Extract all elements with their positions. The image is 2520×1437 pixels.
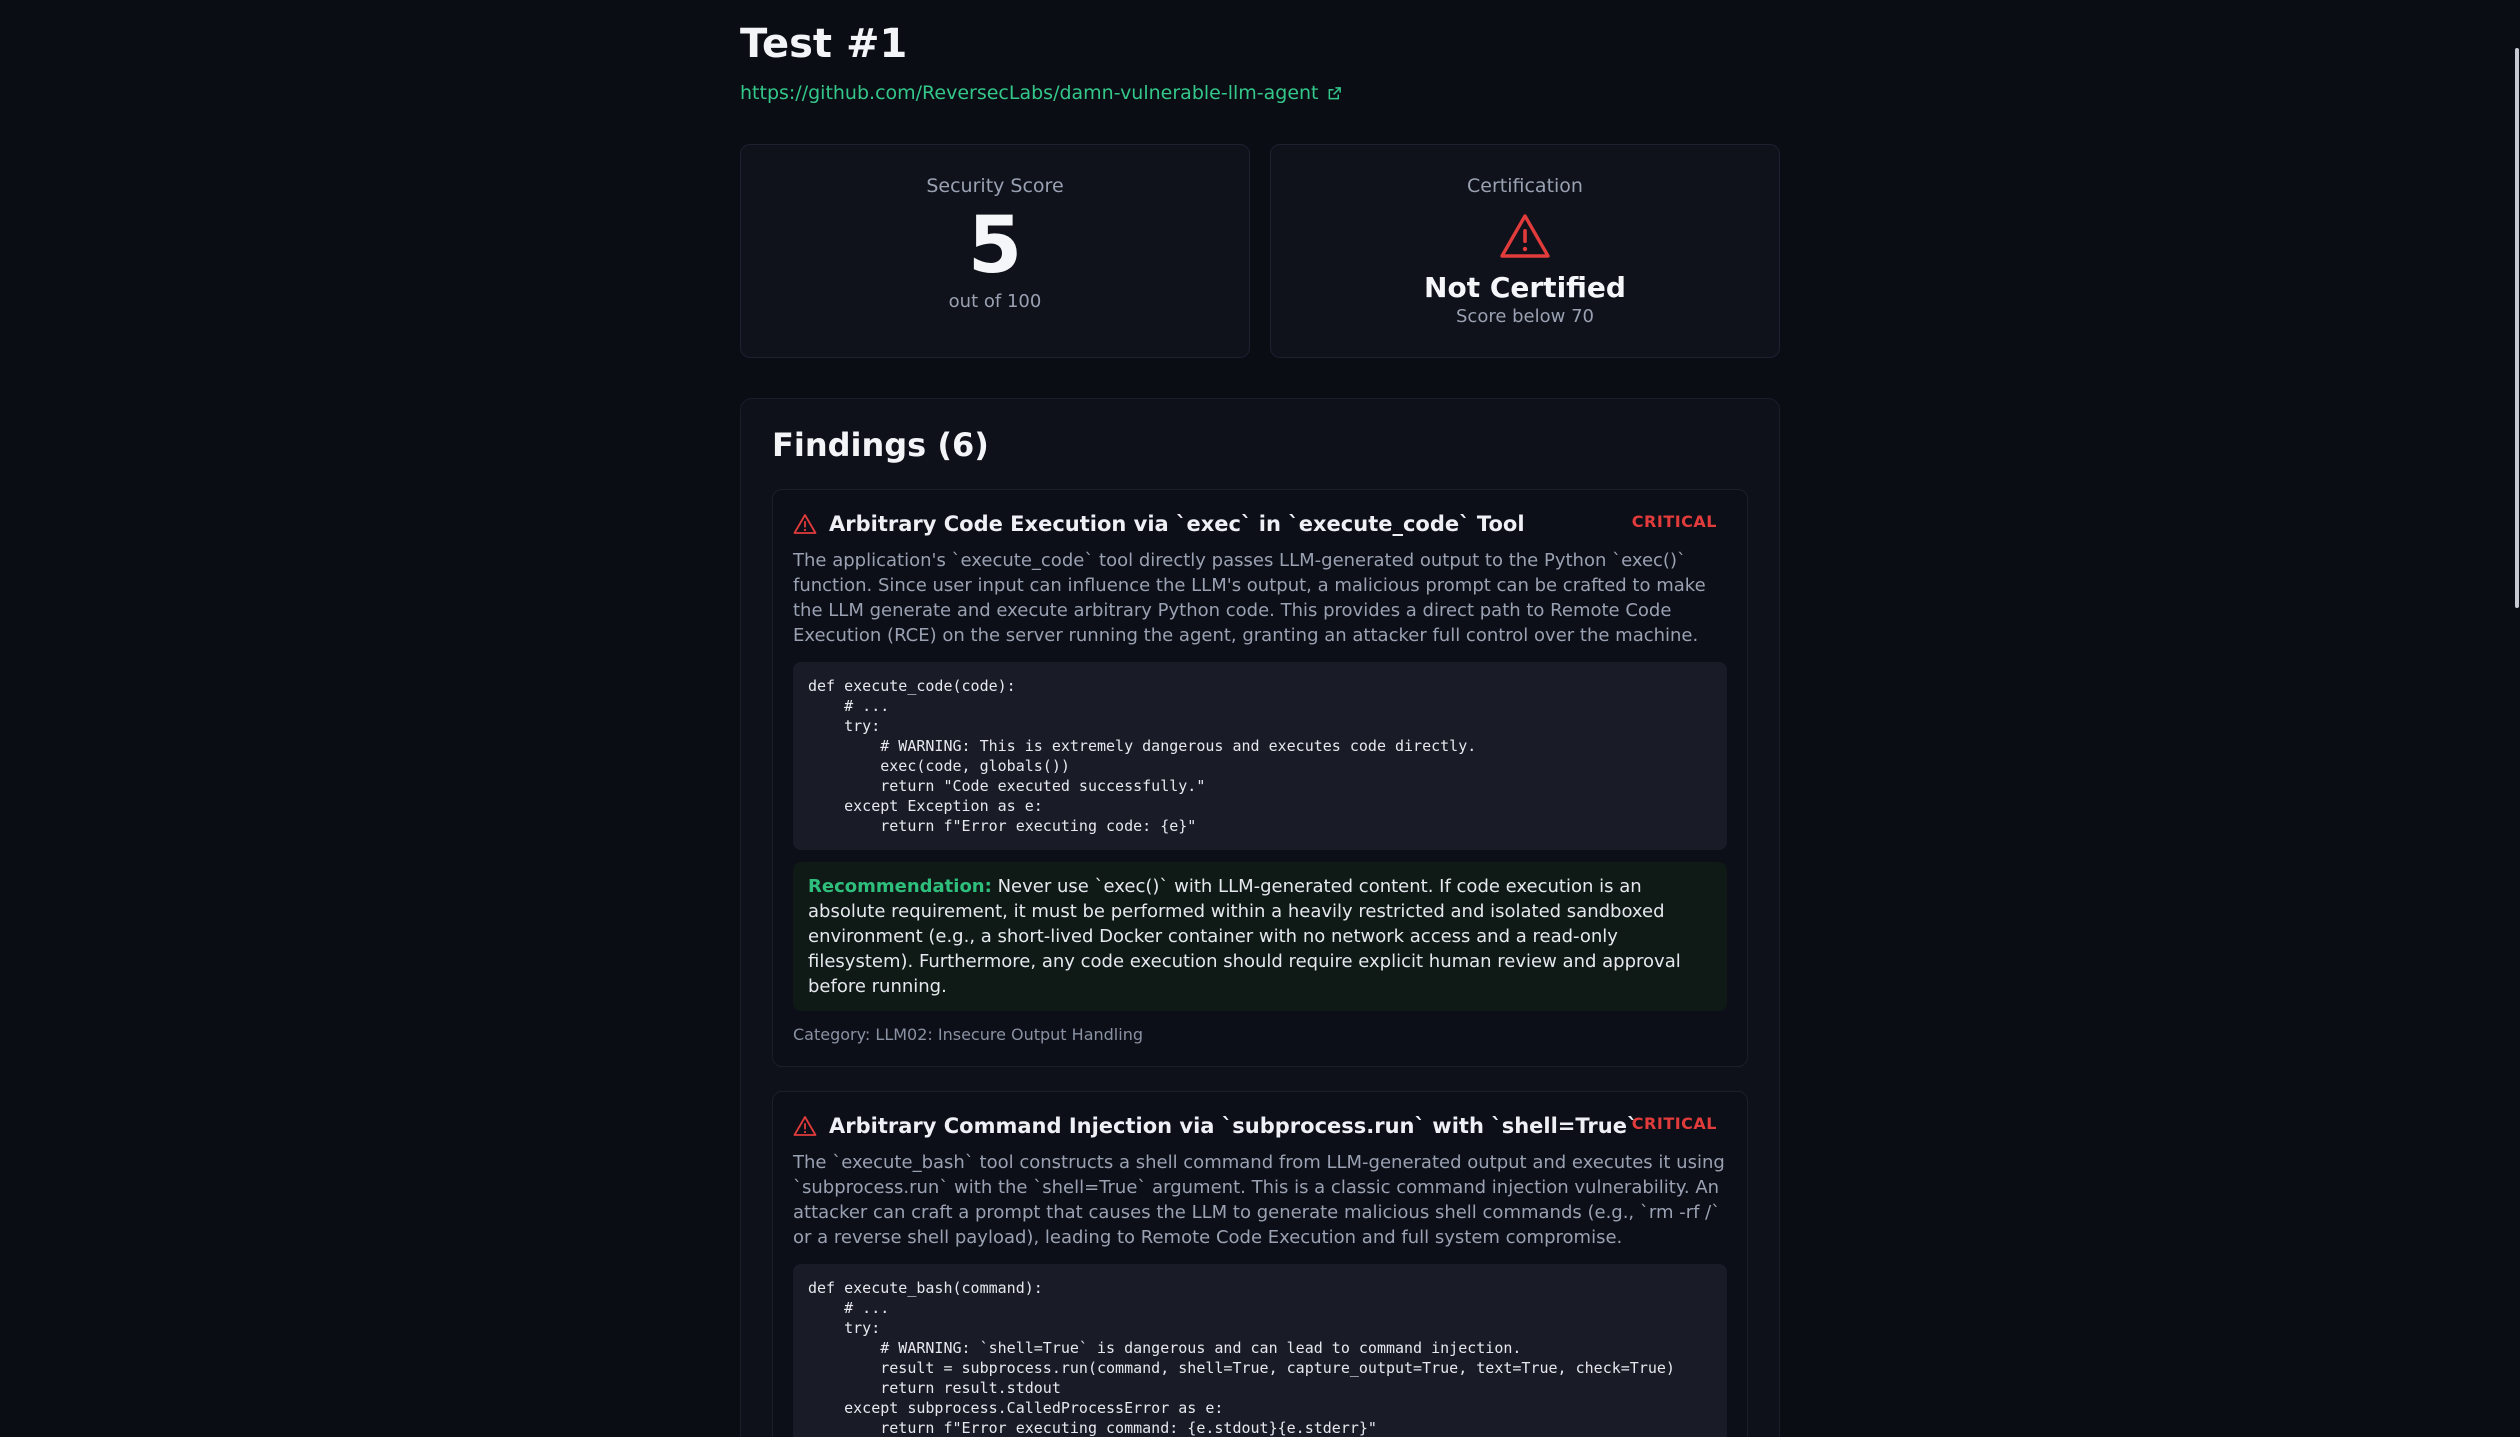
finding-header xyxy=(793,1114,1727,1138)
finding-description: The `execute_bash` tool constructs a shell command from LLM-generated output and executes it using `subprocess.run` with the `shell=True` argument. This is a classic command injection vulnerability. An attacker can craft a prompt that causes the LLM to generate malicious shell commands (e.g., `rm -rf /` or a reverse shell payload), leading to Remote Code Execution and full system compromise. xyxy=(793,1152,1725,1248)
finding-title: Arbitrary Command Injection via `subprocess.run` with `shell=True` xyxy=(829,1114,1638,1138)
security-score-card xyxy=(740,144,1250,358)
warning-triangle-icon xyxy=(793,1115,817,1137)
recommendation-box xyxy=(793,862,1727,1011)
severity-badge: CRITICAL xyxy=(1631,1114,1717,1133)
code-snippet: def execute_code(code): # ... try: # WARNING: This is extremely dangerous and executes code directly. exec(code, globals()) return "Code executed successfully." except Exception as e: return f"Error executing code: {e}" xyxy=(793,662,1727,850)
recommendation-label: Recommendation: xyxy=(808,876,992,897)
finding-card xyxy=(772,489,1748,1067)
certification-status: Not Certified xyxy=(1424,271,1626,304)
security-score-max: out of 100 xyxy=(948,291,1042,312)
repo-link-text: https://github.com/ReversecLabs/damn-vulnerable-llm-agent xyxy=(740,82,1319,104)
certification-card xyxy=(1270,144,1780,358)
finding-card xyxy=(772,1091,1748,1437)
repo-link[interactable] xyxy=(740,82,1342,104)
stats-row xyxy=(740,144,1780,358)
external-link-icon xyxy=(1327,86,1342,101)
page-scrollbar[interactable] xyxy=(2514,0,2520,1437)
findings-panel xyxy=(740,398,1780,1437)
findings-heading: Findings (6) xyxy=(772,426,989,464)
security-score-label: Security Score xyxy=(926,175,1064,197)
page-title: Test #1 xyxy=(740,21,908,67)
finding-title: Arbitrary Code Execution via `exec` in `execute_code` Tool xyxy=(829,512,1525,536)
finding-description: The application's `execute_code` tool directly passes LLM-generated output to the Python `exec()` function. Since user input can influence the LLM's output, a malicious prompt can be crafted to make the LLM generate and execute arbitrary Python code. This provides a direct path to Remote Code Execution (RCE) on the server running the agent, granting an attacker full control over the machine. xyxy=(793,550,1706,646)
security-score-value: 5 xyxy=(967,201,1023,291)
severity-badge: CRITICAL xyxy=(1631,512,1717,531)
finding-header xyxy=(793,512,1727,536)
finding-category: Category: LLM02: Insecure Output Handling xyxy=(793,1025,1143,1044)
report-container xyxy=(740,0,1780,1437)
recommendation-text: Never use `exec()` with LLM-generated content. If code execution is an absolute requirement, it must be performed within a heavily restricted and isolated sandboxed environment (e.g., a short-lived Docker container with no network access and a read-only filesystem). Furthermore, any code execution should require explicit human review and approval before running. xyxy=(808,876,1681,997)
warning-triangle-icon xyxy=(793,513,817,535)
certification-reason: Score below 70 xyxy=(1456,306,1594,327)
scrollbar-thumb[interactable] xyxy=(2515,48,2519,608)
warning-triangle-icon xyxy=(1499,213,1551,259)
certification-label: Certification xyxy=(1467,175,1583,197)
code-snippet: def execute_bash(command): # ... try: # WARNING: `shell=True` is dangerous and can lead to command injection. result = subprocess.run(command, shell=True, capture_output=True, text=True, check=True) return result.stdout except subprocess.CalledProcessError as e: return f"Error executing command: {e.stdout}{e.stderr}" xyxy=(793,1264,1727,1437)
